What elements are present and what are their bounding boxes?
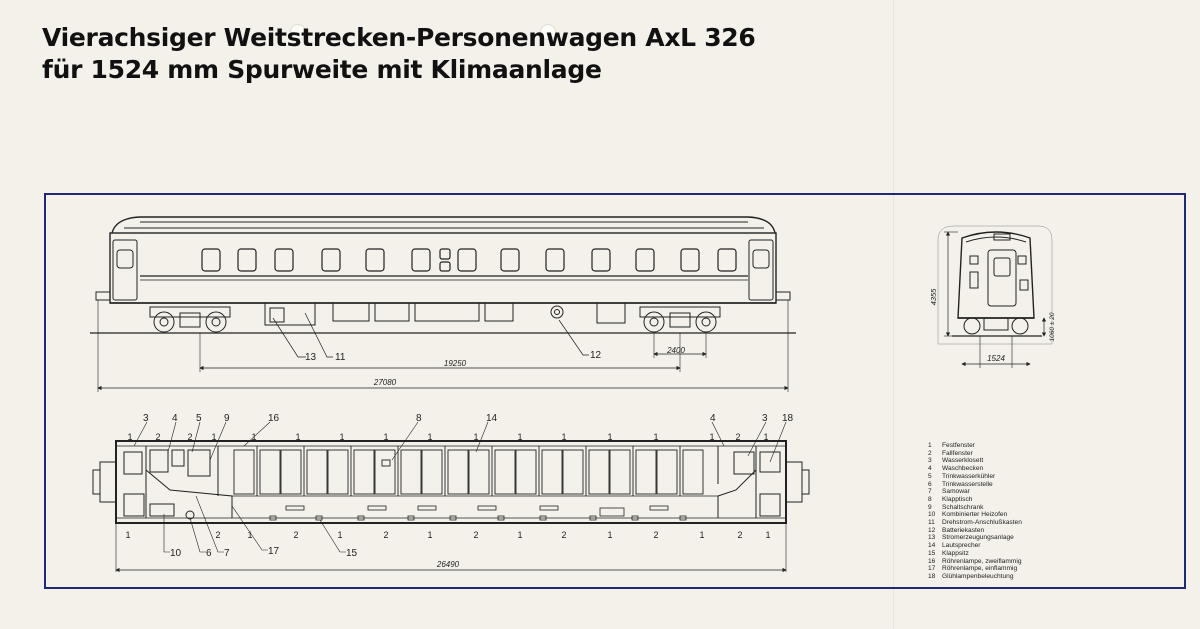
legend-number: 5 [928, 472, 932, 480]
legend-item [928, 550, 1022, 558]
legend-item [928, 473, 1022, 481]
window-label: 1 [211, 432, 217, 442]
window-label: 2 [561, 530, 567, 540]
legend-text: Stromerzeugungsanlage [942, 534, 1014, 542]
title-line-1: Vierachsiger Weitstrecken-Personenwagen AxL 326 [42, 23, 756, 52]
window-label: 1 [699, 530, 705, 540]
legend-item [928, 504, 1022, 512]
window-label: 1 [337, 530, 343, 540]
window-label: 1 [765, 530, 771, 540]
window-label: 1 [127, 432, 133, 442]
legend-item [928, 465, 1022, 473]
legend-text: Röhrenlampe, zweiflammig [942, 557, 1022, 565]
legend-item [928, 488, 1022, 496]
callout-4: 4 [172, 413, 178, 424]
window-label: 1 [607, 432, 613, 442]
legend-text: Klapptisch [942, 495, 973, 503]
legend-text: Fallfenster [942, 449, 973, 457]
window-label: 2 [187, 432, 193, 442]
legend-item [928, 542, 1022, 550]
underframe-equipment [265, 303, 625, 325]
window-label: 2 [215, 530, 221, 540]
legend-text: Festfenster [942, 442, 975, 449]
callout-12: 12 [590, 350, 602, 361]
legend-item [928, 450, 1022, 458]
window-label: 1 [339, 432, 345, 442]
legend-number: 7 [928, 488, 932, 496]
callout-15: 15 [346, 548, 358, 559]
legend-text: Lautsprecher [942, 542, 981, 550]
window-label: 1 [709, 432, 715, 442]
window-label: 2 [653, 530, 659, 540]
legend-number: 9 [928, 503, 932, 511]
legend-number: 2 [928, 449, 932, 457]
window-label: 2 [735, 432, 741, 442]
legend-text: Schaltschrank [942, 503, 984, 511]
callout-5: 5 [196, 413, 202, 424]
legend-item [928, 496, 1022, 504]
legend-number: 3 [928, 457, 932, 465]
legend-number: 10 [928, 511, 936, 519]
title-line-2: für 1524 mm Spurweite mit Klimaanlage [42, 55, 602, 84]
legend-item [928, 457, 1022, 465]
legend-text: Glühlampenbeleuchtung [942, 572, 1014, 580]
callout-7: 7 [224, 548, 230, 559]
legend-item [928, 527, 1022, 535]
legend-text: Batteriekasten [942, 526, 985, 534]
window-label: 1 [607, 530, 613, 540]
legend-text: Trinkwasserkühler [942, 472, 996, 480]
window-label: 1 [517, 530, 523, 540]
window-label: 1 [653, 432, 659, 442]
window-label: 2 [293, 530, 299, 540]
window-label: 1 [473, 432, 479, 442]
callout-16: 16 [268, 413, 280, 424]
legend-number: 4 [928, 465, 932, 473]
legend-number: 17 [928, 565, 936, 573]
dim-gauge: 1524 [987, 354, 1005, 363]
legend-text: Wasserklosett [942, 457, 984, 465]
callout-13: 13 [305, 352, 317, 363]
bogie-left [150, 307, 230, 332]
legend-text: Kombinierter Heizofen [942, 511, 1008, 519]
legend-item [928, 519, 1022, 527]
legend-text: Klappsitz [942, 549, 969, 557]
legend-text: Waschbecken [942, 465, 984, 473]
legend-item [928, 442, 1022, 450]
legend-number: 13 [928, 534, 936, 542]
window-label: 1 [295, 432, 301, 442]
dim-bogie-spacing: 19250 [443, 359, 467, 368]
bogie-right [640, 307, 720, 332]
window-label: 1 [517, 432, 523, 442]
callout-6: 6 [206, 548, 212, 559]
legend-item [928, 573, 1022, 581]
legend-item [928, 534, 1022, 542]
legend-number: 1 [928, 442, 932, 449]
callout-8: 8 [416, 413, 422, 424]
callout-3-right: 3 [762, 413, 768, 424]
plan-view [93, 422, 809, 572]
plan-bottom-window-labels [125, 530, 770, 540]
dim-buffer-height: 1060 ± 20 [1049, 312, 1056, 342]
legend-number: 18 [928, 572, 936, 580]
legend-number: 12 [928, 526, 936, 534]
callout-11: 11 [335, 352, 346, 363]
window-label: 2 [383, 530, 389, 540]
dim-height: 4355 [929, 288, 938, 306]
legend [928, 442, 1022, 581]
callout-9: 9 [224, 413, 230, 424]
dim-plan-length: 26490 [436, 560, 460, 569]
dim-wheelbase: 2400 [667, 346, 685, 355]
callout-4-right: 4 [710, 413, 716, 424]
legend-text: Trinkwasserstelle [942, 480, 993, 488]
legend-item [928, 565, 1022, 573]
window-label: 1 [247, 530, 253, 540]
legend-text: Samowar [942, 488, 970, 496]
window-label: 2 [473, 530, 479, 540]
legend-item [928, 511, 1022, 519]
legend-number: 16 [928, 557, 936, 565]
callout-17: 17 [268, 546, 280, 557]
window-label: 1 [251, 432, 257, 442]
window-label: 2 [737, 530, 743, 540]
legend-item [928, 558, 1022, 566]
legend-number: 15 [928, 549, 936, 557]
legend-number: 14 [928, 542, 936, 550]
callout-3: 3 [143, 413, 149, 424]
legend-number: 6 [928, 480, 932, 488]
callout-18: 18 [782, 413, 794, 424]
callout-10: 10 [170, 548, 182, 559]
window-label: 1 [427, 530, 433, 540]
callout-14: 14 [486, 413, 498, 424]
window-label: 1 [383, 432, 389, 442]
legend-number: 11 [928, 519, 935, 527]
window-label: 2 [155, 432, 161, 442]
window-label: 1 [427, 432, 433, 442]
dim-overall-length: 27080 [373, 378, 397, 387]
end-view [938, 226, 1052, 368]
window-label: 1 [125, 530, 131, 540]
window-label: 1 [561, 432, 567, 442]
legend-text: Röhrenlampe, einflammig [942, 565, 1018, 573]
compartments [234, 446, 703, 496]
window-label: 1 [763, 432, 769, 442]
legend-text: Drehstrom-Anschlußkasten [942, 519, 1022, 527]
legend-item [928, 481, 1022, 489]
legend-number: 8 [928, 495, 932, 503]
side-windows [202, 249, 736, 271]
